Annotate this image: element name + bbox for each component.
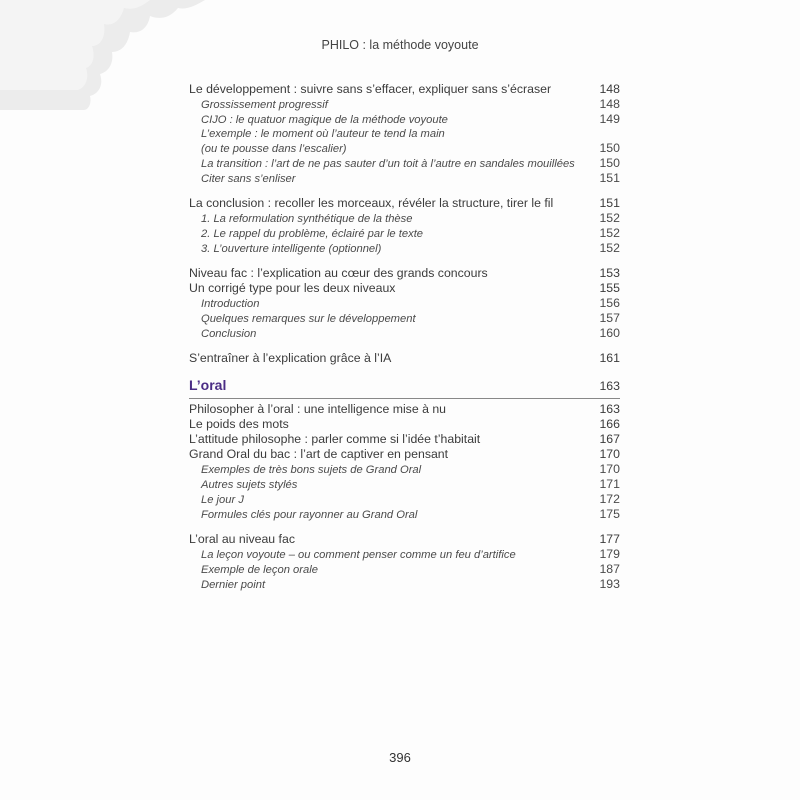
- page-number: 396: [389, 750, 411, 765]
- entry-page: 177: [599, 532, 620, 546]
- toc-subentry[interactable]: [189, 127, 620, 141]
- entry-page: 149: [599, 112, 620, 126]
- entry-page: 166: [599, 417, 620, 431]
- toc-entry[interactable]: [189, 432, 620, 447]
- toc-entry[interactable]: [189, 351, 620, 366]
- entry-title: Citer sans s’enliser: [201, 173, 296, 185]
- entry-page: 170: [599, 462, 620, 476]
- entry-title: L’attitude philosophe : parler comme si l’idée t’habitait: [189, 432, 481, 446]
- entry-page: 171: [599, 477, 620, 491]
- entry-title: Formules clés pour rayonner au Grand Oral: [201, 509, 418, 521]
- entry-title: Philosopher à l’oral : une intelligence mise à nu: [189, 402, 447, 416]
- entry-title: Exemples de très bons sujets de Grand Oral: [201, 464, 422, 476]
- toc-entry[interactable]: [189, 447, 620, 462]
- chapter-title: L’oral: [189, 377, 227, 393]
- entry-page: 193: [599, 577, 620, 591]
- toc-subentry[interactable]: [189, 156, 620, 171]
- toc-subentry[interactable]: [189, 211, 620, 226]
- page-curl-decoration: [0, 0, 220, 110]
- entry-page: 150: [599, 156, 620, 170]
- entry-title: Dernier point: [201, 579, 266, 591]
- entry-title: Grossissement progressif: [201, 99, 328, 111]
- section-gap: [189, 522, 620, 532]
- entry-title: 1. La reformulation synthétique de la thèse: [201, 213, 413, 225]
- entry-title: 2. Le rappel du problème, éclairé par le texte: [201, 228, 424, 240]
- entry-title: Niveau fac : l’explication au cœur des grands concours: [189, 266, 488, 280]
- section-gap: [189, 256, 620, 266]
- entry-title: Un corrigé type pour les deux niveaux: [189, 281, 396, 295]
- entry-title: Exemple de leçon orale: [201, 564, 318, 576]
- entry-page: 156: [599, 296, 620, 310]
- entry-page: 152: [599, 241, 620, 255]
- toc-subentry[interactable]: [189, 241, 620, 256]
- toc-subentry[interactable]: [189, 171, 620, 186]
- section-gap: [189, 341, 620, 351]
- entry-page: 172: [599, 492, 620, 506]
- entry-title: La transition : l’art de ne pas sauter d’un toit à l’autre en sandales mouillées: [201, 158, 575, 170]
- entry-page: 148: [599, 97, 620, 111]
- entry-page: 152: [599, 226, 620, 240]
- entry-page: 187: [599, 562, 620, 576]
- toc-subentry[interactable]: [189, 462, 620, 477]
- entry-page: 153: [599, 266, 620, 280]
- chapter-sections: [189, 402, 620, 592]
- running-header: PHILO : la méthode voyoute: [321, 38, 479, 52]
- entry-page: 167: [599, 432, 620, 446]
- entry-page: 161: [599, 351, 620, 365]
- toc-subentry[interactable]: [189, 97, 620, 112]
- entry-page: 155: [599, 281, 620, 295]
- toc-subentry[interactable]: [189, 296, 620, 311]
- toc-entry[interactable]: [189, 417, 620, 432]
- chapter-heading[interactable]: [189, 376, 620, 395]
- entry-title: Introduction: [201, 298, 260, 310]
- toc-subentry[interactable]: [189, 507, 620, 522]
- toc-subentry[interactable]: [189, 547, 620, 562]
- entry-title: (ou te pousse dans l’escalier): [201, 143, 347, 155]
- toc-subentry[interactable]: [189, 112, 620, 127]
- entry-page: 170: [599, 447, 620, 461]
- entry-title: Le poids des mots: [189, 417, 289, 431]
- chapter-divider: [189, 398, 620, 399]
- entry-title: La conclusion : recoller les morceaux, révéler la structure, tirer le fil: [189, 196, 554, 210]
- entry-page: 151: [599, 171, 620, 185]
- toc-subentry[interactable]: [189, 492, 620, 507]
- toc-subentry[interactable]: [189, 326, 620, 341]
- toc-entry[interactable]: [189, 532, 620, 547]
- entry-title: L’oral au niveau fac: [189, 532, 295, 546]
- entry-title: Quelques remarques sur le développement: [201, 313, 416, 325]
- toc-subentry[interactable]: [189, 311, 620, 326]
- toc-entry[interactable]: [189, 281, 620, 296]
- entry-title: Le jour J: [201, 494, 244, 506]
- toc-subentry[interactable]: [189, 477, 620, 492]
- toc-subentry[interactable]: [189, 226, 620, 241]
- toc-entry[interactable]: [189, 82, 620, 97]
- toc-sections: [189, 82, 620, 366]
- entry-page: 175: [599, 507, 620, 521]
- entry-title: Autres sujets stylés: [201, 479, 298, 491]
- entry-title: La leçon voyoute – ou comment penser comme un feu d’artifice: [201, 549, 516, 561]
- entry-page: 163: [599, 402, 620, 416]
- entry-page: 151: [599, 196, 620, 210]
- entry-title: Grand Oral du bac : l’art de captiver en pensant: [189, 447, 449, 461]
- entry-page: 148: [599, 82, 620, 96]
- entry-page: 179: [599, 547, 620, 561]
- entry-page: 160: [599, 326, 620, 340]
- entry-page: 150: [599, 141, 620, 155]
- entry-title: Le développement : suivre sans s’effacer, expliquer sans s’écraser: [189, 82, 552, 96]
- toc-entry[interactable]: [189, 266, 620, 281]
- chapter-page: 163: [599, 379, 620, 393]
- entry-title: Conclusion: [201, 328, 257, 340]
- entry-page: 152: [599, 211, 620, 225]
- section-gap: [189, 186, 620, 196]
- toc-subentry[interactable]: [189, 141, 620, 156]
- entry-title: 3. L’ouverture intelligente (optionnel): [201, 243, 382, 255]
- entry-title: L’exemple : le moment où l’auteur te tend la main: [201, 128, 445, 140]
- table-of-contents: [189, 82, 620, 592]
- toc-subentry[interactable]: [189, 577, 620, 592]
- toc-subentry[interactable]: [189, 562, 620, 577]
- entry-title: S’entraîner à l’explication grâce à l’IA: [189, 351, 392, 365]
- entry-page: 157: [599, 311, 620, 325]
- toc-entry[interactable]: [189, 402, 620, 417]
- entry-title: CIJO : le quatuor magique de la méthode voyoute: [201, 114, 448, 126]
- toc-entry[interactable]: [189, 196, 620, 211]
